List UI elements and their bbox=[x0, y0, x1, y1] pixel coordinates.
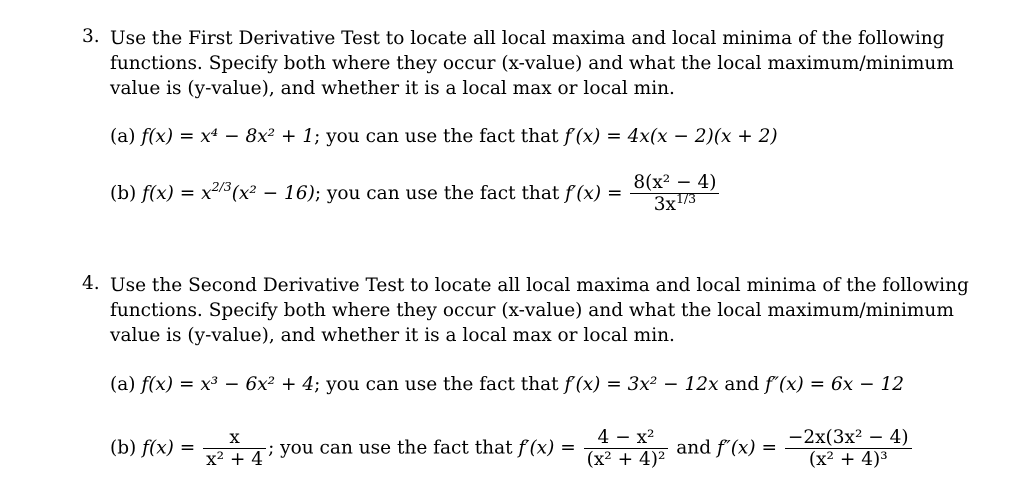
first-derivative-lhs: f′(x) = bbox=[518, 437, 576, 459]
part-label: (b) bbox=[110, 437, 137, 459]
fraction-denominator: x² + 4 bbox=[206, 449, 264, 470]
problem-4-line-3: value is (y-value), and whether it is a local max or local min. bbox=[110, 325, 675, 346]
function-definition: $f(x) = x^{2/3}(x^2 - 16)$ bbox=[142, 179, 315, 204]
problem-4-statement bbox=[110, 273, 969, 348]
problem-3-line-2: functions. Specify both where they occur (x-value) and what the local maximum/minimum bbox=[110, 53, 954, 74]
problem-3-line-3: value is (y-value), and whether it is a local max or local min. bbox=[110, 78, 675, 99]
part-label: (a) bbox=[110, 374, 136, 395]
hint-text: ; you can use the fact that bbox=[314, 126, 559, 147]
fraction-denominator: (x² + 4)³ bbox=[808, 449, 888, 470]
fraction-numerator: 8(x² − 4) bbox=[630, 172, 719, 194]
function-definition: f(x) = x³ − 6x² + 4 bbox=[141, 374, 315, 395]
second-derivative-lhs: f″(x) = bbox=[716, 437, 777, 459]
second-derivative-fraction bbox=[785, 427, 912, 470]
first-derivative: f′(x) = 4x(x − 2)(x + 2) bbox=[564, 126, 778, 147]
and-text: and bbox=[676, 437, 712, 459]
derivative-fraction bbox=[630, 172, 719, 216]
fraction-denominator: (x² + 4)² bbox=[586, 449, 666, 470]
problem-4-part-b bbox=[110, 427, 914, 470]
function-fraction bbox=[203, 427, 266, 470]
hint-text: ; you can use the fact that bbox=[268, 437, 513, 459]
hint-text: ; you can use the fact that bbox=[314, 374, 559, 395]
and-text: and bbox=[724, 374, 760, 395]
first-derivative-fraction bbox=[584, 427, 669, 470]
function-lhs: f(x) = bbox=[142, 437, 196, 459]
problem-4 bbox=[82, 273, 969, 348]
problem-3-part-b bbox=[110, 172, 721, 216]
problem-4-line-2: functions. Specify both where they occur (x-value) and what the local maximum/minimum bbox=[110, 300, 954, 321]
problem-3-line-1: Use the First Derivative Test to locate all local maxima and local minima of the following bbox=[110, 28, 945, 49]
function-definition: f(x) = x⁴ − 8x² + 1 bbox=[141, 126, 315, 147]
derivative-lhs: f′(x) = bbox=[565, 183, 623, 204]
problem-4-line-1: Use the Second Derivative Test to locate all local maxima and local minima of the following bbox=[110, 275, 969, 296]
problem-3-statement bbox=[110, 26, 954, 101]
problem-3-number: 3. bbox=[82, 26, 100, 47]
problem-3 bbox=[82, 26, 954, 101]
hint-text: ; you can use the fact that bbox=[314, 183, 560, 204]
part-label: (a) bbox=[110, 126, 136, 147]
second-derivative: f″(x) = 6x − 12 bbox=[765, 374, 904, 395]
first-derivative: f′(x) = 3x² − 12x bbox=[564, 374, 719, 395]
problem-3-part-a bbox=[110, 124, 778, 150]
fraction-numerator: x bbox=[203, 427, 266, 449]
fraction-numerator: 4 − x² bbox=[584, 427, 669, 449]
problem-4-part-a bbox=[110, 372, 904, 398]
fraction-denominator: $3x^{1/3}$ bbox=[653, 191, 697, 215]
part-label: (b) bbox=[110, 183, 137, 204]
problem-4-number: 4. bbox=[82, 273, 100, 294]
fraction-numerator: −2x(3x² − 4) bbox=[785, 427, 912, 449]
